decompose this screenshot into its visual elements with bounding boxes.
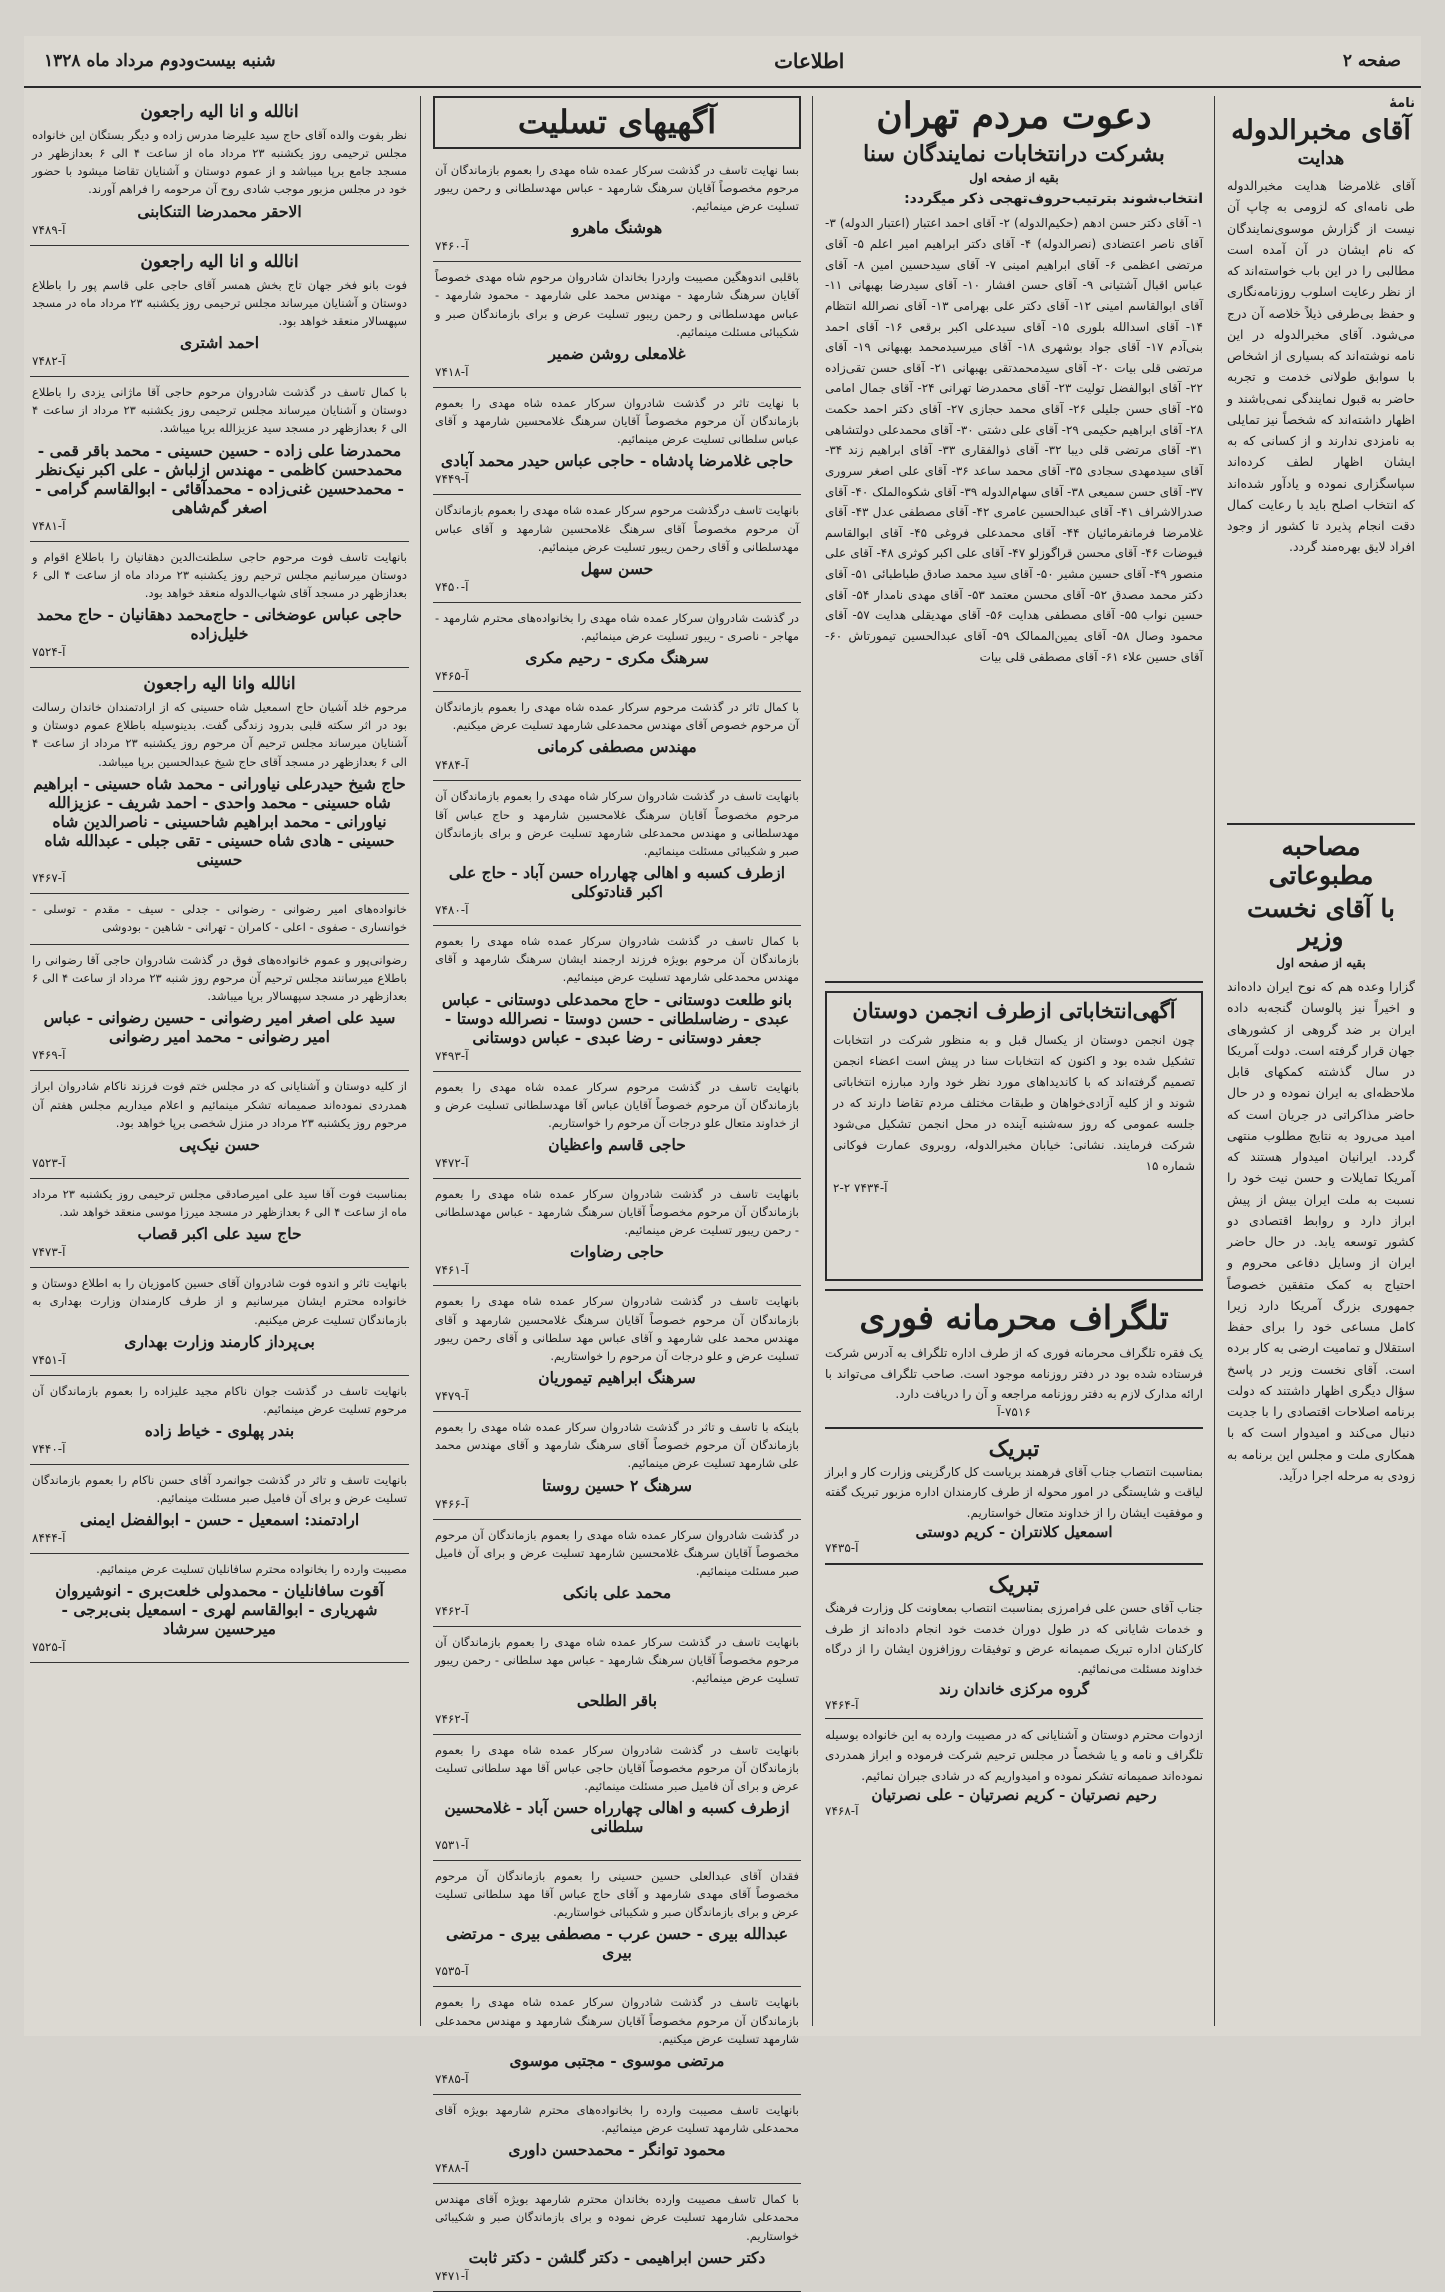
notice-code: ۷۴۹۳-آ [435, 1048, 469, 1063]
interview-continued: بقیه از صفحه اول [1276, 956, 1366, 971]
notice [433, 388, 801, 495]
issue-date: شنبه بیست‌ودوم مرداد ماه ۱۳۲۸ [44, 51, 276, 71]
notice [30, 542, 409, 668]
notice-text: بانهایت تاسف مصیبت وارده را بخانواده‌های محترم شارمهد بویژه آقای محمدعلی شارمهد تسلیت عرض مینمائیم. [435, 2102, 799, 2136]
notice-code: ۷۴۵۰-آ [435, 579, 469, 594]
notice-text: فقدان آقای عبدالعلی حسین حسینی را بعموم بازماندگان آن مرحوم مخصوصاً آقای مهدی شارمهد و آقای حاج عباس آقا مهد سلطانی تسلیت عرض و برای بازماندگان صبر و شکیبائی خواستاریم. [435, 1868, 799, 1920]
notice-text: بانهایت تاثر و اندوه فوت شادروان آقای حسین کاموزیان را به اطلاع دوستان و خانواده محترم ایشان میرسانیم و از طرف کارمندان وزارت بهداری به بازماندگان تسلیت عرض میکنیم. [32, 1276, 407, 1327]
friends-association-notice [825, 991, 1203, 1281]
notice-text: با کمال تاسف مصیبت وارده بخاندان محترم شارمهد بویژه آقای مهندس محمدعلی شارمهد تسلیت عرض نموده و برای بازماندگان صبر و شکیبائی خواستاریم. [435, 2192, 799, 2243]
notice-code: ۷۴۷۲-آ [435, 1156, 469, 1171]
notice-text: بانهایت تاسف در گذشت شادروان سرکار عمده شاه مهدی را بعموم بازماندگان آن مرحوم مخصوصاً آقایان سرهنگ شارمهد - عباس مهدسلطانی - رحمن ریبور تسلیت عرض مینمائیم. [435, 1187, 799, 1238]
notice [30, 1554, 409, 1663]
notice [433, 2095, 801, 2184]
notice-code: ۷۴۸۰-آ [435, 903, 469, 918]
memorial-list [30, 96, 409, 1663]
notice [30, 1179, 409, 1268]
paper-name: اطلاعات [774, 49, 845, 73]
congrats-2-body: جناب آقای حسن علی فرامرزی بمناسبت انتصاب بمعاونت کل وزارت فرهنگ و خدمات شایانی که در طول دوران خدمت خود انجام داده‌اند از طرف کارکنان اداره تبریک صمیمانه عرض و توفیقات روزافزون ایشان را از درگاه خداوند مسئلت می‌نمائیم. [825, 1601, 1203, 1677]
notice-text: مصیبت وارده را بخانواده محترم سافانلیان تسلیت عرض مینمائیم. [96, 1562, 407, 1577]
notice-text: رضوانی‌پور و عموم خانواده‌های فوق در گذشت شادروان حاجی آقا رضوانی را باطلاع میرسانند مجلس ترحیم آن مرحوم روز شنبه ۲۳ مرداد از ساعت ۴ الی ۶ بعدازظهر در مسجد سپهسالار برپا میباشد. [32, 952, 407, 1004]
notice-code: ۷۴۶۲-آ [435, 1711, 469, 1726]
notice-code: ۷۴۸۴-آ [435, 758, 469, 773]
notice-code: ۷۴۶۵-آ [435, 669, 469, 684]
notice-code: ۷۵۲۵-آ [32, 1640, 66, 1655]
notice [30, 1376, 409, 1465]
notice-signature: مهندس مصطفی کرمانی [537, 737, 697, 757]
notice-signature: محمد علی بانکی [562, 1583, 672, 1603]
notice-signature: ازطرف کسبه و اهالی چهارراه حسن آباد - غلامحسین سلطانی [444, 1797, 790, 1836]
notice-signature: سید علی اصغر امیر رضوانی - حسین رضوانی - عباس امیر رضوانی - محمد امیر رضوانی [43, 1008, 396, 1047]
masthead [24, 36, 1421, 88]
notice-code: ۷۴۸۹-آ [32, 222, 66, 237]
notice-code: ۷۴۶۶-آ [435, 1496, 469, 1511]
notice [433, 262, 801, 388]
notice [30, 894, 409, 945]
notice-signature: احمد اشتری [179, 333, 260, 353]
condolences-header: آگهیهای تسلیت [517, 103, 717, 141]
notice-text: با کمال تاسف در گذشت شادروان مرحوم حاجی آقا ماژانی یزدی را باطلاع دوستان و آشنایان میرساند مجلس ترحیمی روز یکشنبه ۲۳ مرداد از ساعت ۴ الی ۶ بعدازظهر در مسجد سید عزیزالله برپا میباشد. [32, 385, 407, 436]
notice-code: ۷۴۷۳-آ [32, 1245, 66, 1260]
notice-text: باقلبی اندوهگین مصیبت واردرا بخاندان شادروان مرحوم شاه مهدی خصوصاً آقایان سرهنگ شارمهد - مهندس محمد علی شارمهد - محمود شارمهد - عباس مهدسلطانی و رحمن ریبور تسلیت عرض و برای بازماندگان صبر و شکیبائی مسئلت مینمائیم. [435, 270, 799, 339]
notice [30, 246, 409, 377]
notice [433, 1179, 801, 1286]
congrats-1-body: بمناسبت انتصاب جناب آقای فرهمند بریاست کل کارگزینی وزارت کار و ابراز لیاقت و شایستگی در امور محوله از طرف کارمندان اداره مزبور تبریک گفته و موفقیت ایشان را از خداوند متعال خواستاریم. [825, 1464, 1203, 1520]
telegram-body: یک فقره تلگراف محرمانه فوری که از طرف اداره تلگراف به آدرس شرکت فرستاده شده بود در دفتر روزنامه موجود است. صاحب تلگراف می‌تواند با ارائه مدارک لازم به دفتر روزنامه مراجعه و آن را دریافت دارد. [825, 1346, 1203, 1402]
notice-signature: بندر پهلوی - خیاط زاده [144, 1421, 295, 1440]
letter-headline: آقای مخبرالدوله [1231, 115, 1411, 146]
congrats-2-sign: گروه مرکزی خاندان رند [938, 1679, 1090, 1698]
column-election [819, 96, 1209, 2026]
notice [433, 692, 801, 781]
notice-code: ۷۵۳۵-آ [435, 1964, 469, 1979]
notice-signature: غلامعلی روشن ضمیر [548, 343, 686, 363]
notice-code: ۷۴۸۱-آ [32, 518, 66, 533]
letter-kicker: نامهٔ [1389, 96, 1415, 111]
notice-title: انالله و انا الیه راجعون [140, 102, 299, 122]
friends-notice-title: آگهی‌انتخاباتی ازطرف انجمن دوستان [852, 998, 1176, 1024]
notice-text: خانواده‌های امیر رضوانی - رضوانی - جدلی - سیف - مقدم - توسلی - خوانساری - صفوی - اعلی - کامران - تهرانی - شاهین - بودوشی [32, 901, 407, 934]
column-memorials [24, 96, 415, 2026]
congrats-2-code: ۷۴۶۴-آ [825, 1697, 859, 1712]
notice [433, 495, 801, 602]
thanks-sign: رحیم نصرتیان - کریم نصرتیان - علی نصرتیان [871, 1786, 1157, 1804]
notice [30, 945, 409, 1071]
notice [433, 1520, 801, 1627]
notice-text: بمناسبت فوت آقا سید علی امیرصادقی مجلس ترحیمی روز یکشنبه ۲۳ مرداد ماه از ساعت ۴ الی ۶ بعدازظهر در مسجد میرزا موسی منعقد خواهد شد. [32, 1186, 407, 1220]
condolence-list [433, 155, 801, 2292]
notice-text: بانهایت تاسف در گذشت شادروان سرکار عمده شاه مهدی را بعموم بازماندگان آن مرحوم مخصوصاً آقایان سرهنگ شارمهد و مهندس محمدعلی شارمهد تسلیت عرض میکنیم. [435, 1995, 799, 2046]
notice-signature: سرهنگ مکری - رحیم مکری [525, 648, 709, 668]
notice [433, 926, 801, 1071]
election-continued: بقیه از صفحه اول [969, 171, 1059, 186]
notice-signature: ارادتمند: اسمعیل - حسن - ابوالفضل ایمنی [79, 1510, 360, 1530]
notice [433, 1987, 801, 2094]
notice-text: از کلیه دوستان و آشنایانی که در مجلس ختم فوت فرزند ناکام شادروان ابراز همدردی نموده‌اند صمیمانه تشکر مینمائیم و اعلام میداریم مجلس هفتم آن مرحوم روز یکشنبه ۲۳ مرداد در منزل شخصی برپا خواهد بود. [32, 1079, 407, 1130]
notice-text: بانهایت تاسف در گذشت شادروان سرکار شاه مهدی را بعموم بازماندگان آن مرحوم مخصوصاً آقایان سرهنگ غلامحسین شارمهد و حاج عباس آقا مهدسلطانی و مهندس محمدعلی شارمهد تسلیت عرض و برای بازماندگان صبر و شکیبائی مسئلت مینمائیم. [435, 789, 799, 858]
notice-signature: حاج شیخ حیدرعلی نیاورانی - محمد شاه حسینی - ابراهیم شاه حسینی - محمد واحدی - احمد شریف - عزیزالله نیاورانی - محمد ابراهیم شاحسینی - ناصرالدین شاه حسینی - هادی شاه حسینی - تقی جبلی - عبدالله شاه حسینی [33, 773, 406, 869]
election-lead: انتخاب‌شوند بترتیب‌حروف‌تهجی ذکر میگردد: [904, 191, 1203, 208]
notice-text: با کمال تاسف در گذشت شادروان سرکار عمده شاه مهدی را بعموم بازماندگان آن مرحوم بویژه فرزند ارجمند ایشان سرهنگ شارمهد و آقای مهندس محمدعلی شارمهد تسلیت عرض مینمائیم. [435, 934, 799, 985]
notice-text: بانهایت تاسف در گذشت شادروان سرکار عمده شاه مهدی را بعموم بازماندگان آن مرحوم خصوصاً آقایان سرهنگ غلامحسین شارمهد و آقای مهندس محمد علی شارمهد و آقای عباس مهد سلطانی و آقای رحمن ریبور تسلیت عرض و علو درجات آن مرحوم را خواستاریم. [435, 1294, 799, 1363]
notice-signature: حاجی عباس عوضخانی - حاج‌محمد دهقانیان - حاج محمد خلیل‌زاده [37, 605, 402, 644]
notice [433, 1412, 801, 1519]
notice-code: ۷۴۶۰-آ [435, 239, 469, 254]
notice-text: بانهایت تاسف و تاثر در گذشت جوانمرد آقای حسن ناکام را بعموم بازماندگان تسلیت عرض و برای آن فامیل صبر مسئلت مینمائیم. [32, 1473, 407, 1506]
notice [30, 1071, 409, 1178]
column-condolences [427, 96, 807, 2283]
column-letter [1221, 96, 1421, 2026]
notice-code: ۷۴۴۰-آ [32, 1442, 66, 1456]
notice-signature: دکتر حسن ابراهیمی - دکتر گلشن - دکتر ثابت [468, 2247, 766, 2267]
notice-signature: سرهنگ ابراهیم تیموریان [538, 1368, 696, 1388]
notice-signature: سرهنگ ۲ حسین روستا [541, 1475, 693, 1495]
notice-code: ۷۴۶۷-آ [32, 870, 66, 885]
notice [30, 1268, 409, 1375]
notice [30, 668, 409, 894]
notice-code: ۷۴۷۱-آ [435, 2268, 469, 2283]
notice [433, 1627, 801, 1734]
notice [30, 96, 409, 246]
thanks-code: ۷۴۶۸-آ [825, 1804, 859, 1818]
notice [433, 603, 801, 692]
congrats-2-title: تبریک [988, 1571, 1040, 1598]
notice-signature: محمدرضا علی زاده - حسین حسینی - محمد باقر قمی - محمدحسن کاظمی - مهندس ازلباش - علی اکبر نیک‌نظر - محمدحسین غنی‌زاده - محمدآقائی - ابوالقاسم گرامی - اصغر گم‌شاهی [35, 440, 404, 517]
notice-signature: حاجی رضاوات [570, 1242, 664, 1262]
notice-text: نظر بفوت والده آقای حاج سید علیرضا مدرس زاده و دیگر بستگان این خانواده مجلس ترحیمی روز یکشنبه ۲۳ مرداد ماه از ساعت ۴ الی ۶ بعدازظهر در مسجد جامع برپا میباشد و از عموم دوستان و آشنایان تقاضا میشود با حضور خود در مجلس مزبور موجب شادی روح آن مرحومه را فراهم آورند. [32, 128, 407, 197]
congrats-1-sign: اسمعیل کلانتران - کریم دوستی [915, 1522, 1113, 1541]
candidate-list: ۱- آقای دکتر حسن ادهم (حکیم‌الدوله) ۲- آقای احمد اعتبار (اعتبار الدوله) ۳- آقای ناصر اعتضادی (نصرالدوله) ۴- آقای دکتر ابراهیم امیر اعلم ۵- آقای مرتضی اعظمی ۶- آقای ابراهیم امینی ۷- آقای سیدحسین امین ۸- آقای عباس اقبال آشتیانی ۹- آقای حسن افشار ۱۰- آقای سیدرضا بهبهانی ۱۱- آقای ابوالقاسم امینی ۱۲- آقای دکتر علی بهرامی ۱۳- آقای نصرالله انتظام ۱۴- آقای اسدالله بلوری ۱۵- آقای سیدعلی اکبر برقعی ۱۶- آقای احمد بنی‌آدم ۱۷- آقای جواد بوشهری ۱۸- آقای میرسیدمحمد بهبهانی ۱۹- آقای مرتضی قلی بیات ۲۰- آقای سیدمحمدتقی بهبهانی ۲۱- آقای حسن تقی‌زاده ۲۲- آقای ابوالفضل تولیت ۲۳- آقای محمدرضا تهرانی ۲۴- آقای جمال امامی ۲۵- آقای حسن جلیلی ۲۶- آقای محمد حجازی ۲۷- آقای دکتر احمد حکمت ۲۸- آقای ابراهیم حکیمی ۲۹- آقای علی دشتی ۳۰- آقای محمدعلی دولتشاهی ۳۱- آقای مرتضی قلی دیبا ۳۲- آقای ذوالفقاری ۳۳- آقای ابراهیم زند ۳۴- آقای سیدمهدی سجادی ۳۵- آقای محمد ساعد ۳۶- آقای علی اصغر سروری ۳۷- آقای حسن سمیعی ۳۸- آقای سهام‌الدوله ۳۹- آقای شکوه‌الملک ۴۰- آقای صدرالاشراف ۴۱- آقای عبدالحسین عامری ۴۲- آقای مصطفی عدل ۴۳- آقای غلامرضا فرمانفرمائیان ۴۴- آقای محمدعلی فروغی ۴۵- آقای ابوالقاسم فیوضات ۴۶- آقای محسن قراگوزلو ۴۷- آقای علی اکبر کوثری ۴۸- آقای علی منصور ۴۹- آقای حسین مشیر ۵۰- آقای سید محمد صادق طباطبائی ۵۱- آقای دکتر محمد مصدق ۵۲- آقای محسن معتمد ۵۳- آقای مهدی نامدار ۵۴- آقای حسین نواب ۵۵- آقای مصطفی هدایت ۵۶- آقای مهدیقلی هدایت ۵۷- آقای محمود وصال ۵۸- آقای یمین‌الممالک ۵۹- آقای عبدالحسین تیمورتاش ۶۰- آقای حسین علاء ۶۱- آقای مصطفی قلی بیات [825, 216, 1204, 664]
notice-text: بانهایت تاسف فوت مرحوم حاجی سلطنت‌الدین دهقانیان را باطلاع اقوام و دوستان میرسانیم مجلس ترحیم روز یکشنبه ۲۳ مرداد ماه از ساعت ۴ الی ۶ بعدازظهر در مسجد آقای شهاب‌الدوله منعقد خواهد بود. [32, 549, 407, 600]
notice-signature: حاجی غلامرضا پادشاه - حاجی عباس حیدر محمد آبادی [440, 451, 794, 471]
notice-signature: بانو طلعت دوستانی - حاج محمدعلی دوستانی - عباس عبدی - رضاسلطانی - حسن دوستا - نصرالله دوستا - جعفر دوستانی - رضا عبدی - عباس دوستانی [441, 989, 793, 1047]
notice-code: ۷۴۸۵-آ [435, 2071, 469, 2086]
notice-signature: مرتضی موسوی - مجتبی موسوی [509, 2050, 725, 2070]
notice-text: بانهایت تاسف در گذشت جوان ناکام مجید علیزاده را بعموم بازماندگان آن مرحوم تسلیت عرض مینمائیم. [32, 1383, 407, 1416]
notice [433, 155, 801, 262]
notice-code: ۷۴۶۲-آ [435, 1604, 469, 1619]
notice-code: ۷۴۸۲-آ [32, 354, 66, 369]
thanks-body: ازدوات محترم دوستان و آشنایانی که در مصیبت وارده به این خانواده بوسیله تلگراف و نامه و یا شخصاً در مجلس ترحیم شرکت فرموده و ابراز همدردی نموده‌اند صمیمانه تشکر نموده و امیدواریم که در شادی جبران نمائیم. [825, 1727, 1203, 1783]
notice [30, 1465, 409, 1554]
notice [433, 1286, 801, 1412]
notice-text: بسا نهایت تاسف در گذشت سرکار عمده شاه مهدی را بعموم بازماندگان آن مرحوم مخصوصاً آقایان سرهنگ شارمهد - عباس مهدسلطانی و رحمن ریبور تسلیت عرض مینمائیم. [435, 162, 799, 214]
notice-signature: هوشنگ ماهرو [571, 218, 663, 238]
interview-headline-2: با آقای نخست وزیر [1246, 893, 1395, 952]
congrats-1-code: ۷۴۳۵-آ [825, 1540, 859, 1555]
notice-text: فوت بانو فخر جهان تاج بخش همسر آقای حاجی علی قاسم پور را باطلاع دوستان و آشنایان میرساند مجلس ترحیمی روز یکشنبه ۲۳ مرداد ماه در مسجد سپهسالار منعقد خواهد بود. [32, 277, 407, 328]
telegram-headline: تلگراف محرمانه فوری [859, 1298, 1169, 1338]
notice-text: بانهایت تاسف در گذشت مرحوم سرکار عمده شاه مهدی را بعموم بازماندگان آن مرحوم خصوصاً آقایان عباس آقا مهدسلطانی تسلیت عرض و از خداوند متعال علو درجات آن مرحوم را خواستاریم. [435, 1079, 799, 1130]
notice-code: ۷۵۲۴-آ [32, 645, 66, 660]
notice-title: انالله وانا الیه راجعون [143, 674, 296, 695]
notice-text: با نهایت تاثر در گذشت شادروان سرکار عمده شاه مهدی را بعموم بازماندگان آن مرحوم مخصوصاً آقایان سرهنگ غلامحسین شارمهد و آقای عباس سلطانی تسلیت عرض مینمائیم. [435, 395, 799, 447]
notice-signature: باقر الطلحی [576, 1690, 658, 1710]
notice-signature: بی‌پرداز کارمند وزارت بهداری [124, 1331, 315, 1351]
congrats-1-title: تبریک [988, 1435, 1040, 1462]
notice-title: انالله و انا الیه راجعون [140, 251, 299, 272]
notice-text: مرحوم خلد آشیان حاج اسمعیل شاه حسینی که از ارادتمندان خاندان رسالت بود در اثر سکته قلبی بدرود زندگی گفت. بدینوسیله باطلاع عموم دوستان و آشنایان میرساند مجلس ترحیم آن مرحوم روز یکشنبه ۲۳ مرداد از ساعت ۴ الی ۶ بعدازظهر در مسجد آقای حاج شیخ عبدالحسین برپا میباشد. [32, 700, 408, 769]
notice-text: در گذشت شادروان سرکار عمده شاه مهدی را بعموم بازماندگان آن مرحوم مخصوصاً آقایان سرهنگ غلامحسین شارمهد تسلیت عرض و برای آن فامیل صبر مسئلت مینمائیم. [435, 1527, 799, 1578]
notice-code: ۷۵۳۱-آ [435, 1837, 469, 1852]
notice-signature: حسن سهل [580, 558, 654, 578]
friends-notice-code: ۲-۲ ۷۴۳۴-آ [833, 1180, 888, 1195]
notice-signature: حسن نیک‌پی [179, 1134, 260, 1154]
notice-signature: ازطرف کسبه و اهالی چهارراه حسن آباد - حاج علی اکبر قنادتوکلی [448, 863, 786, 902]
notice [30, 377, 409, 541]
notice-text: بانهایت تاسف درگذشت مرحوم سرکار عمده شاه مهدی را بعموم بازماندگان آن مرحوم مخصوصاً آقای سرهنگ غلامحسین شارمهد و آقای عباس مهدسلطانی و آقای رحمن ریبور تسلیت عرض مینمائیم. [435, 503, 799, 554]
notice-text: باینکه با تاسف و تاثر در گذشت شادروان سرکار عمده شاه مهدی را بعموم بازماندگان آن مرحوم خصوصاً آقای سرهنگ شارمهد و آقای مهندس محمد علی شارمهد تسلیت عرض مینمائیم. [435, 1420, 799, 1471]
notice-text: بانهایت تاسف در گذشت سرکار عمده شاه مهدی را بعموم بازماندگان آن مرحوم مخصوصاً آقایان سرهنگ شارمهد - عباس مهد سلطانی - رحمن ریبور تسلیت عرض مینمائیم. [435, 1635, 799, 1686]
notice [433, 1735, 801, 1861]
election-subhead: بشرکت درانتخابات نمایندگان سنا [863, 141, 1165, 168]
election-headline: دعوت مردم تهران [876, 95, 1152, 137]
notice-text: با کمال تاثر در گذشت مرحوم سرکار عمده شاه مهدی را بعموم بازماندگان آن مرحوم خصوص آقای مهندس محمدعلی شارمهد تسلیت عرض میکنیم. [435, 700, 799, 733]
notice-code: ۷۴۸۸-آ [435, 2161, 469, 2176]
notice-code: ۷۴۶۹-آ [32, 1048, 66, 1063]
telegram-code: ۷۵۱۶-آ [997, 1404, 1031, 1419]
notice-signature: عبدالله بیری - حسن عرب - مصطفی بیری - مرتضی بیری [445, 1924, 789, 1963]
interview-body: گزارا وعده هم که نوح ایران داده‌اند و اخیراً نیز پالوسان گنجه‌به داده ایران بر ضد گروهی از کشورهای جهان قرار گرفته است. دولت آمریکا در سال گذشته کمکهای قابل ملاحظه‌ای به ایران نموده و در حال حاضر مذاکراتی در جریان است که امید می‌رود به نتایج مطلوب منتهی گردد. ایرانیان امیدوار هستند که آمریکا تمایلات و حسن نیت خود را نسبت به ملت ایران بیش از پیش ابراز دارد و روابط اقتصادی دو کشور توسعه یابد. در حال حاضر ایران از وسایل دفاعی محروم و احتیاج به کمک متفقین خصوصاً جمهوری بزرگ آمریکا دارد زیرا کامل مساعی خود را برای حفظ استقلال و تمامیت ارضی به کار برده است. آقای نخست وزیر در پاسخ سؤال دیگری اظهار داشتند که دولت برنامه اصلاحات اقتصادی را با جدیت دنبال می‌کند و امیدوار است که با همکاری ملت و مجلس این برنامه به زودی به مرحله اجرا درآید. [1227, 979, 1415, 1483]
newspaper-page [24, 36, 1421, 2283]
notice-code: ۷۴۱۸-آ [435, 364, 469, 379]
letter-subhead: هدایت [1297, 148, 1345, 170]
notice [433, 1072, 801, 1179]
notice-code: ۷۴۴۹-آ [435, 472, 469, 487]
notice-signature: آقوت سافانلیان - محمدولی خلعت‌بری - انوشیروان شهریاری - ابوالقاسم لهری - اسمعیل بنی‌برجی - میرحسین سرشاد [55, 1581, 384, 1639]
notice-code: ۸۴۴۴-آ [32, 1531, 66, 1546]
notice-text: در گذشت شادروان سرکار عمده شاه مهدی را بخانواده‌های محترم شارمهد - مهاجر - ناصری - ریبور تسلیت عرض مینمائیم. [435, 610, 799, 643]
letter-body: آقای غلامرضا هدایت مخبرالدوله طی نامه‌ای که لزومی به چاپ آن نیست از گزارش موسوی‌نمایندگان که نام ایشان در آن آمده است مطالبی را در این باب خواسته‌اند که از نظر رعایت اسلوب روزنامه‌نگاری و حفظ بی‌طرفی ذیلاً خلاصه آن درج می‌شود. آقای مخبرالدوله در این نامه نوشته‌اند که بسیاری از اشخاص با سوابق طولانی خدمت و تجربه حاضر به قبول نمایندگی نمی‌باشند و اظهار داشته‌اند که شخصاً نیز تمایلی به نامزدی ندارند و از کسانی که به ایشان اظهار لطف کرده‌اند سپاسگزاری نموده و یادآور شده‌اند که انتخاب اصلح باید با رعایت کمال دقت انجام پذیرد تا کشور از وجود افراد لایق بهره‌مند گردد. [1227, 178, 1415, 555]
notice [433, 1861, 801, 1987]
notice-code: ۷۴۷۹-آ [435, 1389, 469, 1404]
notice [433, 2184, 801, 2291]
notice-text: بانهایت تاسف در گذشت شادروان سرکار عمده شاه مهدی را بعموم بازماندگان آن مرحوم مخصوصاً آقایان حاجی عباس آقا مهد سلطانی تسلیت عرض و برای آن فامیل صبر مسئلت مینمائیم. [435, 1742, 799, 1793]
notice-code: ۷۴۵۱-آ [32, 1352, 66, 1367]
notice-code: ۷۴۶۱-آ [435, 1263, 469, 1278]
page-number: صفحه ۲ [1342, 51, 1401, 71]
notice-signature: الاحقر محمدرضا التنکابنی [137, 201, 302, 221]
notice [433, 781, 801, 926]
condolences-header-box [433, 96, 801, 149]
notice-signature: حاج سید علی اکبر قصاب [137, 1224, 302, 1244]
notice-signature: محمود توانگر - محمدحسن داوری [508, 2140, 726, 2160]
notice-code: ۷۵۲۳-آ [32, 1155, 66, 1170]
interview-headline: مصاحبه مطبوعاتی [1268, 832, 1374, 890]
notice-signature: حاجی قاسم واعظیان [548, 1135, 686, 1155]
friends-notice-body: چون انجمن دوستان از یکسال قبل و به منظور شرکت در انتخابات تشکیل شده بود و اکنون که انتخابات سنا در پیش است اعضاء انجمن تصمیم گرفته‌اند که با کاندیداهای مورد نظر خود وارد مبارزه انتخاباتی شوند و از کلیه آزادی‌خواهان و طبقات مختلف مردم تقاضا دارند که در جلسه عمومی که روز سه‌شنبه آینده در محل انجمن تشکیل می‌شود شرکت فرمایند. نشانی: خیابان مخبرالدوله، روبروی عمارت فوکانی شماره ۱۵ [833, 1032, 1195, 1173]
